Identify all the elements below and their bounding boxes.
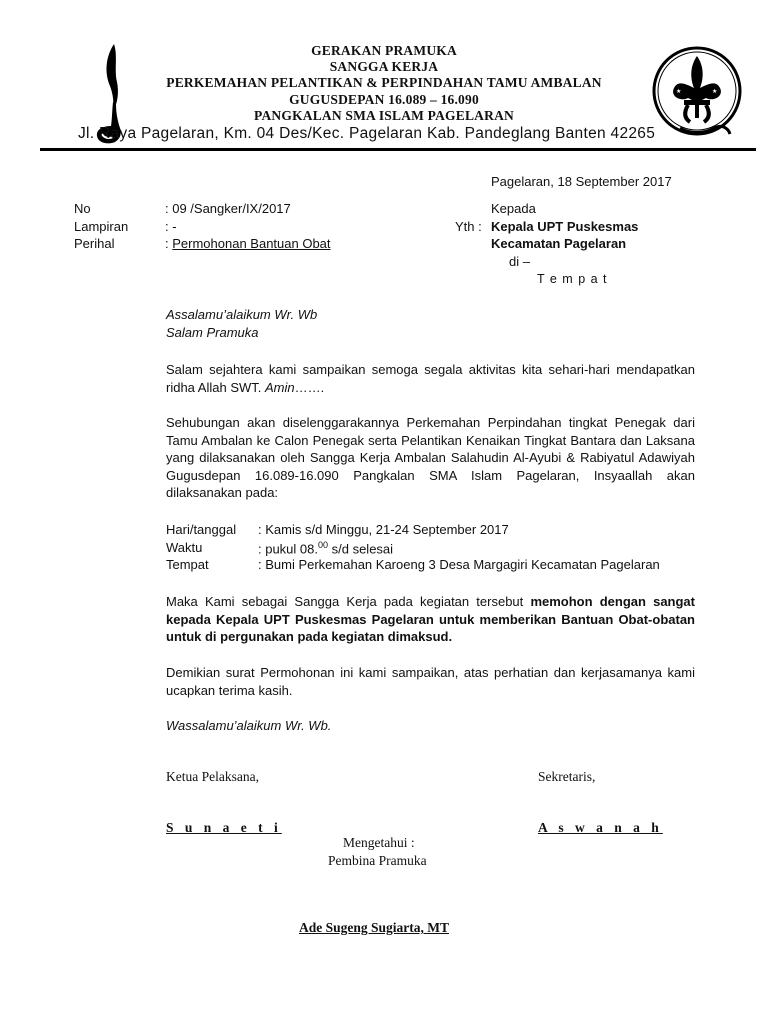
recipient-line2: Kecamatan Pagelaran xyxy=(491,236,627,251)
no-value: : 09 /Sangker/IX/2017 xyxy=(165,201,291,216)
pembina-name: Ade Sugeng Sugiarta, MT xyxy=(299,920,450,935)
perihal-label: Perihal xyxy=(74,236,115,251)
greeting-pramuka: Salam Pramuka xyxy=(166,325,259,340)
schedule-hari-value: : Kamis s/d Minggu, 21-24 September 2017 xyxy=(258,522,509,537)
pembina-title: Pembina Pramuka xyxy=(328,853,427,868)
schedule-tempat-value: : Bumi Perkemahan Karoeng 3 Desa Margagiri Kecamatan Pagelaran xyxy=(258,557,660,572)
perihal-value: : Permohonan Bantuan Obat xyxy=(165,236,331,251)
paragraph-closing: Demikian surat Permohonan ini kami sampaikan, atas perhatian dan kerjasamanya kami ucapkan terima kasih. xyxy=(166,665,695,698)
paragraph-request: Maka Kami sebagai Sangga Kerja pada kegiatan tersebut memohon dengan sangat kepada Kepala UPT Puskesmas Pagelaran untuk memberikan Bantuan Obat-obatan untuk di pergunakan pada kegiatan dimaksud. xyxy=(166,594,695,644)
letter-date: Pagelaran, 18 September 2017 xyxy=(491,174,672,189)
org-name: GERAKAN PRAMUKA xyxy=(311,43,457,58)
kepada-label: Kepada xyxy=(491,201,536,216)
event-title: PERKEMAHAN PELANTIKAN & PERPINDAHAN TAMU AMBALAN xyxy=(166,75,602,90)
paragraph-opening: Salam sejahtera kami sampaikan semoga segala aktivitas kita sehari-hari mendapatkan ridha Allah SWT. Amin……. xyxy=(166,362,695,395)
schedule-tempat-label: Tempat xyxy=(166,557,209,572)
schedule-hari-label: Hari/tanggal xyxy=(166,522,237,537)
lampiran-value: : - xyxy=(165,219,177,234)
pangkalan: PANGKALAN SMA ISLAM PAGELARAN xyxy=(254,108,514,123)
org-unit: SANGGA KERJA xyxy=(329,59,439,74)
header-divider xyxy=(40,148,756,151)
svg-text:★: ★ xyxy=(676,88,682,95)
gugusdepan: GUGUSDEPAN 16.089 – 16.090 xyxy=(289,92,479,107)
ketua-name: S u n a e t i xyxy=(166,820,282,835)
schedule-waktu-label: Waktu xyxy=(166,540,203,555)
mengetahui-label: Mengetahui : xyxy=(343,835,415,850)
ketua-title: Ketua Pelaksana, xyxy=(166,769,259,784)
sekretaris-title: Sekretaris, xyxy=(538,769,596,784)
schedule-waktu-value: : pukul 08.00 s/d selesai xyxy=(258,540,394,557)
recipient-line1: Kepala UPT Puskesmas xyxy=(491,219,639,234)
lampiran-label: Lampiran xyxy=(74,219,129,234)
svg-text:★: ★ xyxy=(712,88,718,95)
recipient-di: di – xyxy=(509,254,530,269)
no-label: No xyxy=(74,201,91,216)
greeting-salam: Assalamu’alaikum Wr. Wb xyxy=(166,307,318,322)
recipient-tempat: T e m p a t xyxy=(537,272,608,286)
sekretaris-name: A s w a n a h xyxy=(538,820,663,835)
closing-salam: Wassalamu’alaikum Wr. Wb. xyxy=(166,718,332,733)
paragraph-purpose: Sehubungan akan diselenggarakannya Perkemahan Perpindahan tingkat Penegak dari Tamu Ambalan ke Calon Penegak serta Pelantikan Kenaikan Tingkat Bantara dan Laksana yang dilaksanakan oleh Sangga Kerja Ambalan Salahudin Al-Ayubi & Rabiyatul Adawiyah Gugusdepan 16.089-16.090 Pangkalan SMA Islam Pagelaran, Insyaallah akan dilaksanakan pada: xyxy=(166,415,695,500)
address: Jl. Raya Pagelaran, Km. 04 Des/Kec. Pagelaran Kab. Pandeglang Banten 42265 xyxy=(78,125,656,142)
yth-label: Yth : xyxy=(455,219,482,234)
